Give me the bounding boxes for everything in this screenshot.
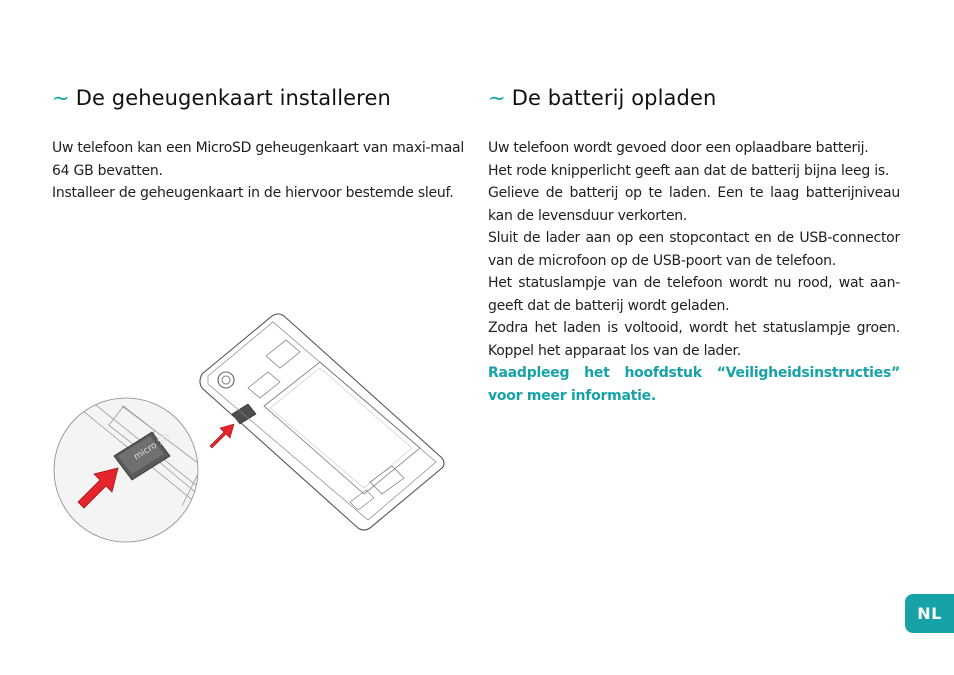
paragraph: Uw telefoon wordt gevoed door een oplaadbare batterij. xyxy=(488,140,869,156)
paragraph: Zodra het laden is voltooid, wordt het statuslampje groen. Koppel het apparaat los van de lader. xyxy=(488,320,900,359)
language-badge: NL xyxy=(905,594,954,633)
title-text: De batterij opladen xyxy=(511,86,717,110)
phone-back xyxy=(200,314,444,530)
microsd-installation-illustration xyxy=(52,306,452,546)
battery-body xyxy=(488,137,900,407)
section-title-battery xyxy=(488,86,716,110)
title-tilde: ~ xyxy=(52,86,70,110)
safety-info-note: Raadpleeg het hoofdstuk “Veiligheidsinstructies” voor meer informatie. xyxy=(488,365,900,404)
paragraph: Sluit de lader aan op een stopcontact en de USB-connector van de microfoon op de USB-poort van de telefoon. xyxy=(488,230,900,269)
paragraph: Installeer de geheugenkaart in de hiervoor bestemde sleuf. xyxy=(52,185,454,201)
zoom-detail xyxy=(54,394,222,542)
insert-arrow-small-icon xyxy=(210,424,234,448)
memory-card-body xyxy=(52,137,464,205)
paragraph: Het statuslampje van de telefoon wordt nu rood, wat aan-geeft dat de batterij wordt geladen. xyxy=(488,275,900,314)
title-text: De geheugenkaart installeren xyxy=(75,86,391,110)
paragraph: Uw telefoon kan een MicroSD geheugenkaart van maxi-maal 64 GB bevatten. xyxy=(52,140,464,179)
title-tilde: ~ xyxy=(488,86,506,110)
microsd-card-small xyxy=(232,404,256,424)
card-label: micro SD xyxy=(132,432,173,463)
paragraph: Gelieve de batterij op te laden. Een te laag batterijniveau kan de levensduur verkorten. xyxy=(488,185,900,224)
section-title-memory-card xyxy=(52,86,391,110)
paragraph: Het rode knipperlicht geeft aan dat de batterij bijna leeg is. xyxy=(488,162,890,179)
